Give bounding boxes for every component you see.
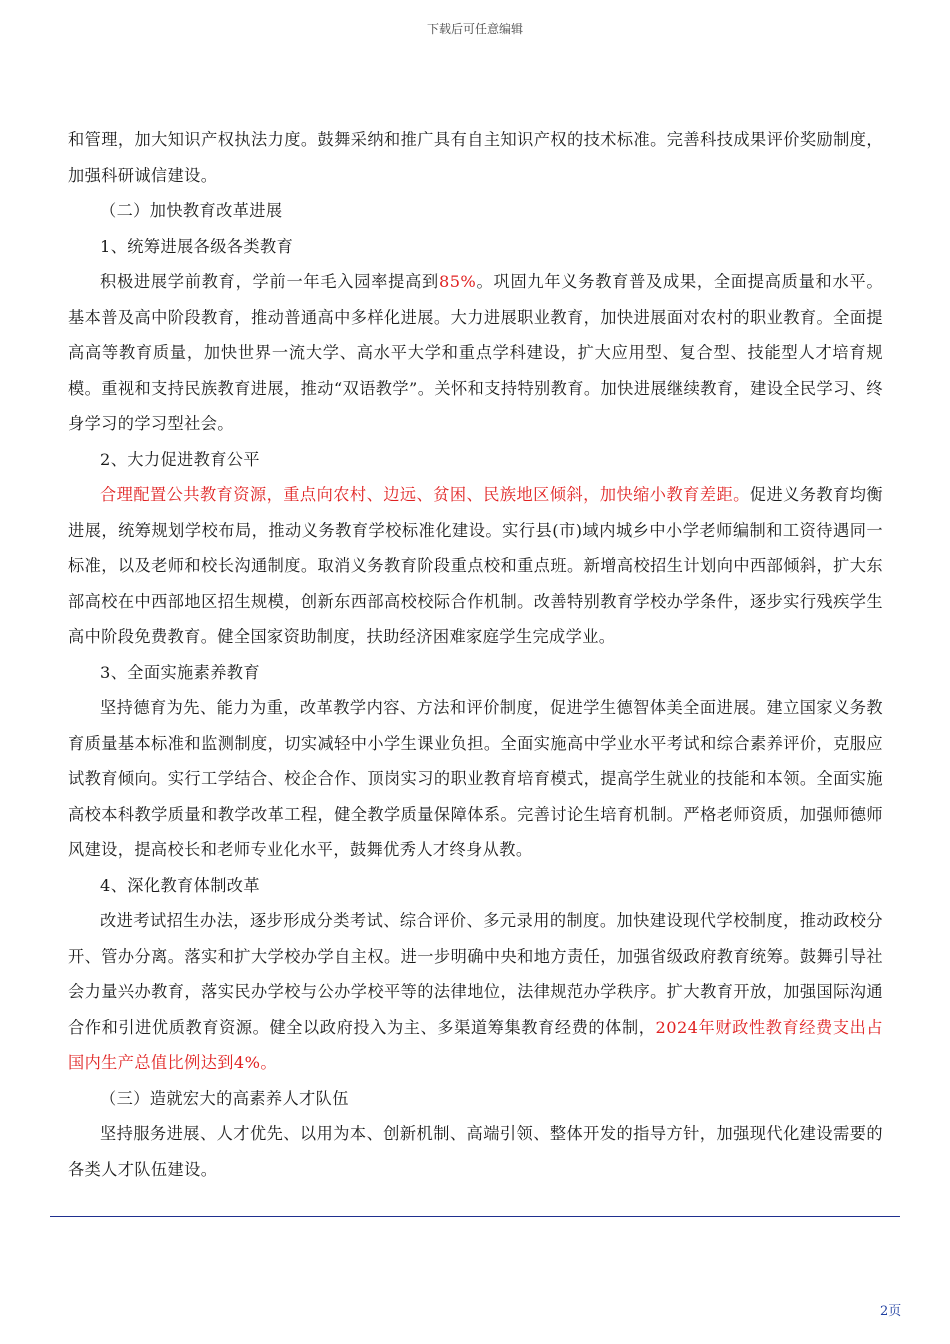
page-number: 2页 <box>880 1304 902 1319</box>
paragraph-quality-education: 坚持德育为先、能力为重，改革教学内容、方法和评价制度，促进学生德智体美全面进展。建立国家义务教育质量基本标准和监测制度，切实减轻中小学生课业负担。全面实施高中学业水平考试和综合素养评价，克服应试教育倾向。实行工学结合、校企合作、顶岗实习的职业教育培育模式，提高学生就业的技能和本领。全面实施高校本科教学质量和教学改革工程，健全教学质量保障体系。完善讨论生培育机制。严格老师资质，加强师德师风建设，提高校长和老师专业化水平，鼓舞优秀人才终身从教。 <box>68 698 883 859</box>
paragraph-education-equity <box>68 477 883 655</box>
highlighted-sentence: 合理配置公共教育资源，重点向农村、边远、贫困、民族地区倾斜，加快缩小教育差距。 <box>100 485 750 504</box>
subheading-education-equity: 2、大力促进教育公平 <box>100 449 260 469</box>
paragraph-text: 改进考试招生办法，逐步形成分类考试、综合评价、多元录用的制度。加快建设现代学校制度，推动政校分开、管办分离。落实和扩大学校办学自主权。进一步明确中央和地方责任，加强省级政府教育统筹。鼓舞引导社会力量兴办教育，落实民办学校与公办学校平等的法律地位，法律规范办学秩序。扩大教育开放，加强国际沟通合作和引进优质教育资源。健全以政府投入为主、多渠道筹集教育经费的体制， <box>68 911 883 1037</box>
paragraph-continuation: 和管理，加大知识产权执法力度。鼓舞采纳和推广具有自主知识产权的技术标准。完善科技成果评价奖励制度，加强科研诚信建设。 <box>68 130 883 185</box>
section-heading-talent-team: （三）造就宏大的高素养人才队伍 <box>100 1088 349 1108</box>
paragraph-coordinate-education <box>68 264 883 442</box>
paragraph-text: 。巩固九年义务教育普及成果，全面提高质量和水平。基本普及高中阶段教育，推动普通高中多样化进展。大力进展职业教育，加快进展面对农村的职业教育。全面提高高等教育质量，加快世界一流大学、高水平大学和重点学科建设，扩大应用型、复合型、技能型人才培育规模。重视和支持民族教育进展，推动“双语教学”。关怀和支持特别教育。加快进展继续教育，建设全民学习、终身学习的学习型社会。 <box>68 272 883 433</box>
paragraph-system-reform <box>68 903 883 1081</box>
subheading-system-reform: 4、深化教育体制改革 <box>100 875 260 895</box>
highlighted-sentence: 2024年财政性教育经费支出占国内生产总值比例达到4%。 <box>68 1017 883 1072</box>
subheading-quality-education: 3、全面实施素养教育 <box>100 662 260 682</box>
document-body <box>68 122 883 1187</box>
footer-divider <box>50 1216 900 1217</box>
subheading-coordinate-education: 1、统筹进展各级各类教育 <box>100 236 294 256</box>
page-header: 下载后可任意编辑 <box>426 22 523 36</box>
section-heading-education-reform: （二）加快教育改革进展 <box>100 201 283 220</box>
paragraph-text: 促进义务教育均衡进展，统筹规划学校布局，推动义务教育学校标准化建设。实行县(市)域内城乡中小学老师编制和工资待遇同一标准，以及老师和校长沟通制度。取消义务教育阶段重点校和重点班。新增高校招生计划向中西部倾斜，扩大东部高校在中西部地区招生规模，创新东西部高校校际合作机制。改善特别教育学校办学条件，逐步实行残疾学生高中阶段免费教育。健全国家资助制度，扶助经济困难家庭学生完成学业。 <box>68 485 883 646</box>
highlighted-figure: 85% <box>439 272 477 291</box>
paragraph-talent-team: 坚持服务进展、人才优先、以用为本、创新机制、高端引领、整体开发的指导方针，加强现代化建设需要的各类人才队伍建设。 <box>68 1124 883 1179</box>
paragraph-text: 积极进展学前教育，学前一年毛入园率提高到 <box>100 272 439 291</box>
